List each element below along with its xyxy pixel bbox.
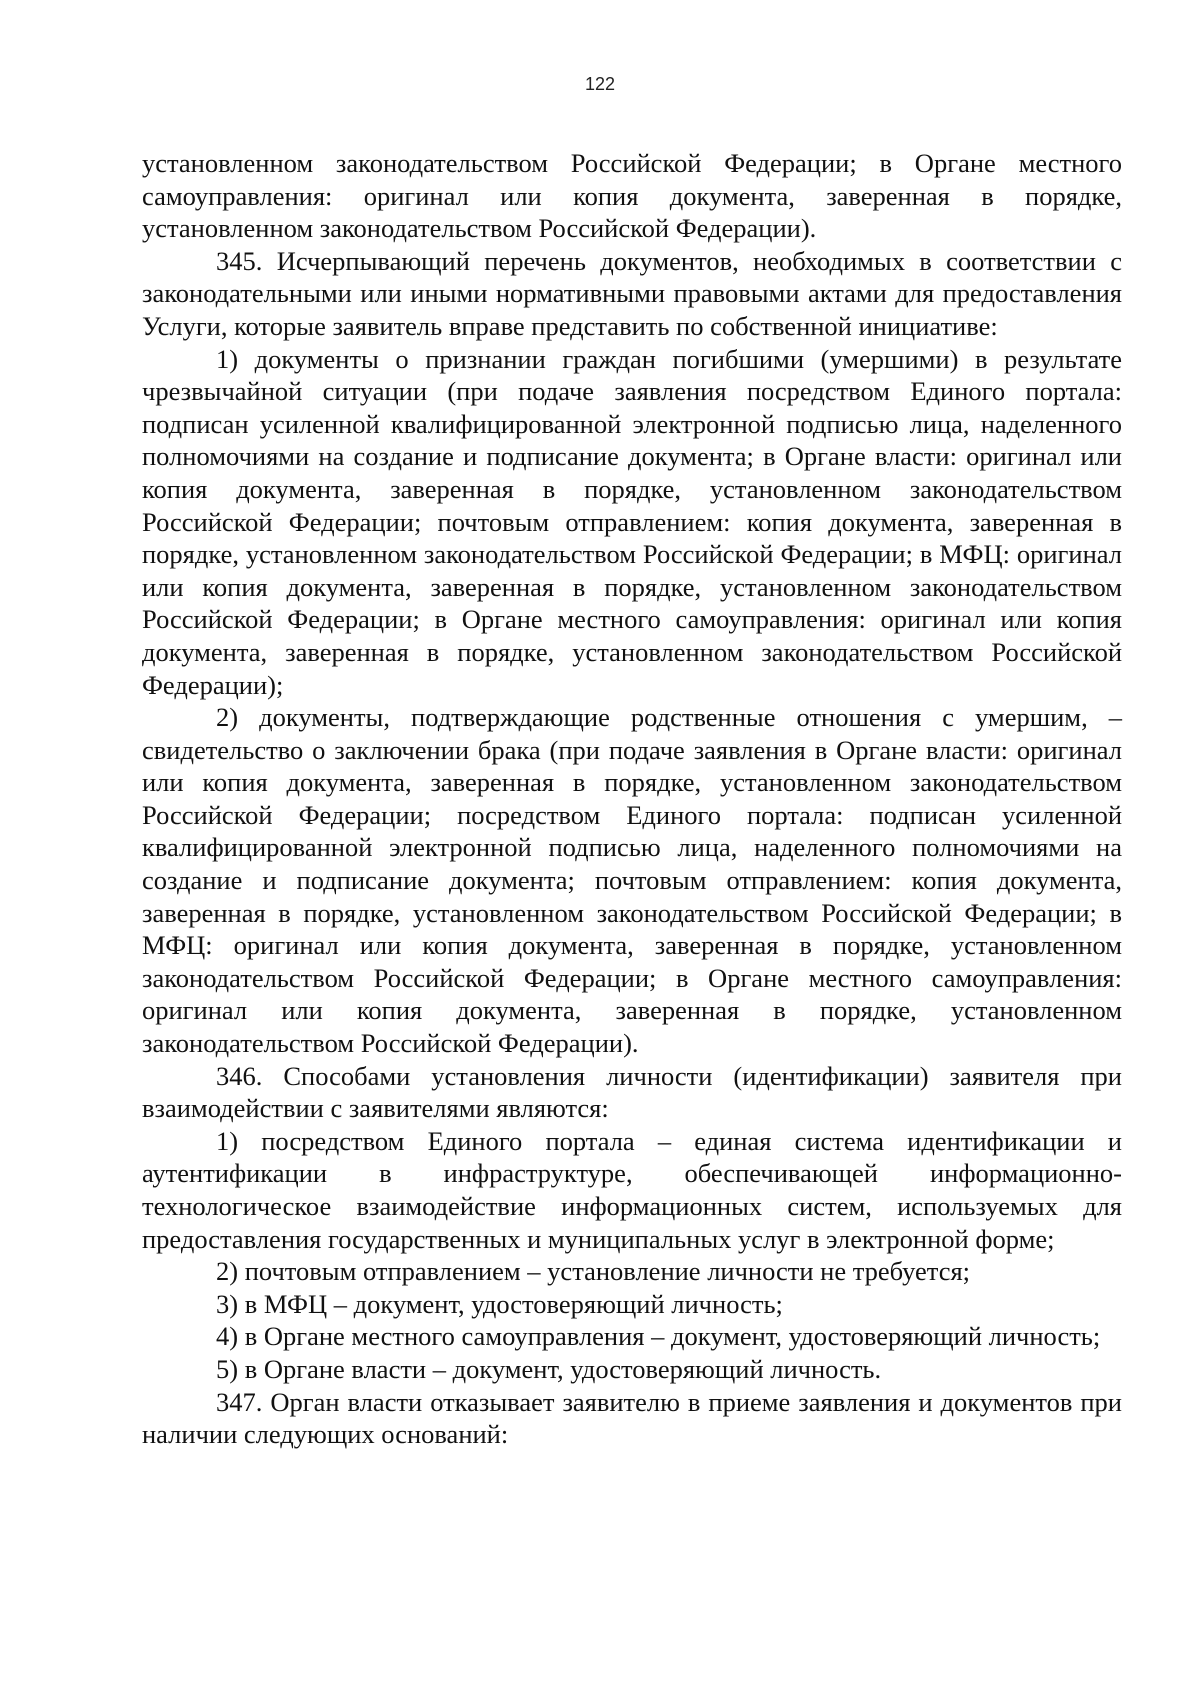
paragraph: 1) документы о признании граждан погибшими (умершими) в результате чрезвычайной ситуации (при подаче заявления посредством Единого портала: подписан усиленной квалифицированной электронной подписью лица, наделенного полномочиями на создание и подписание документа; в Органе власти: оригинал или копия документа, заверенная в порядке, установленном законодательством Российской Федерации; почтовым отправлением: копия документа, заверенная в порядке, установленном законодательством Российской Федерации; в МФЦ: оригинал или копия документа, заверенная в порядке, установленном законодательством Российской Федерации; в Органе местного самоуправления: оригинал или копия документа, заверенная в порядке, установленном законодательством Российской Федерации); [142, 343, 1122, 700]
paragraph: 2) документы, подтверждающие родственные отношения с умершим, – свидетельство о заключении брака (при подаче заявления в Органе власти: оригинал или копия документа, заверенная в порядке, установленном законодательством Российской Федерации; посредством Единого портала: подписан усиленной квалифицированной электронной подписью лица, наделенного полномочиями на создание и подписание документа; почтовым отправлением: копия документа, заверенная в порядке, установленном законодательством Российской Федерации; в МФЦ: оригинал или копия документа, заверенная в порядке, установленном законодательством Российской Федерации; в Органе местного самоуправления: оригинал или копия документа, заверенная в порядке, установленном законодательством Российской Федерации). [142, 702, 1122, 1059]
paragraph: установленном законодательством Российской Федерации; в Органе местного самоуправления: оригинал или копия документа, заверенная в порядке, установленном законодательством Российской Федерации). [142, 148, 1122, 244]
paragraph: 346. Способами установления личности (идентификации) заявителя при взаимодействии с заявителями являются: [142, 1060, 1122, 1124]
paragraph: 2) почтовым отправлением – установление личности не требуется; [216, 1256, 971, 1287]
paragraph: 5) в Органе власти – документ, удостоверяющий личность. [216, 1353, 882, 1384]
paragraph: 347. Орган власти отказывает заявителю в приеме заявления и документов при наличии следующих оснований: [142, 1386, 1122, 1450]
document-body [142, 147, 1122, 1451]
paragraph: 4) в Органе местного самоуправления – документ, удостоверяющий личность; [216, 1321, 1101, 1352]
paragraph: 1) посредством Единого портала – единая система идентификации и аутентификации в инфраструктуре, обеспечивающей информационно-технологическое взаимодействие информационных систем, используемых для предоставления государственных и муниципальных услуг в электронной форме; [142, 1125, 1122, 1254]
page-number: 122 [584, 74, 616, 94]
paragraph: 3) в МФЦ – документ, удостоверяющий личность; [216, 1288, 783, 1319]
paragraph: 345. Исчерпывающий перечень документов, необходимых в соответствии с законодательными или иными нормативными правовыми актами для предоставления Услуги, которые заявитель вправе представить по собственной инициативе: [142, 245, 1122, 341]
